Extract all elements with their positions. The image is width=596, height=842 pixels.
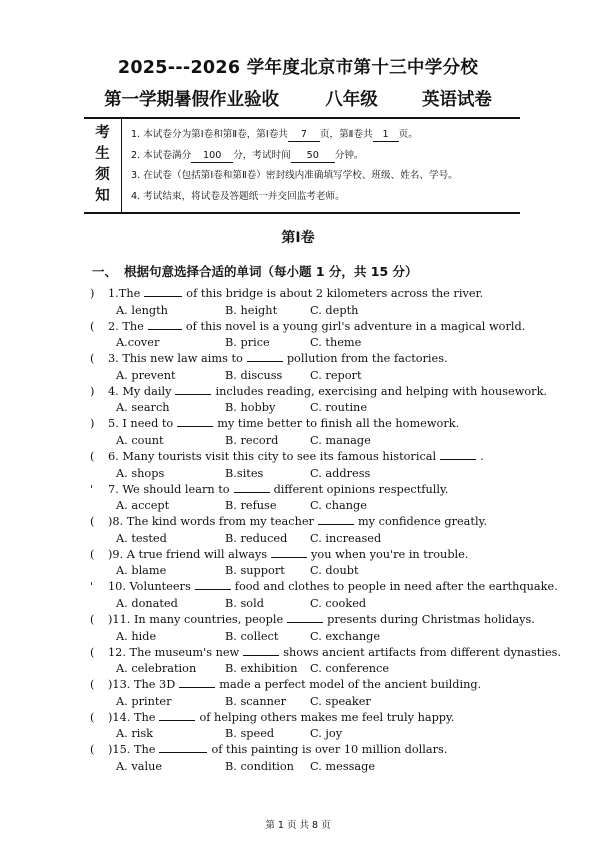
- question-text: of this novel is a young girl's adventure in a magical world.: [185, 319, 526, 333]
- option-c: C. increased: [310, 531, 382, 545]
- option-b: B. refuse: [225, 499, 277, 513]
- answer-blank: [234, 491, 270, 493]
- answer-blank: [159, 751, 207, 753]
- question-9: [90, 548, 468, 561]
- answer-paren: (: [90, 710, 95, 724]
- option-a: A. hide: [116, 629, 157, 643]
- option-c: C. doubt: [310, 564, 359, 578]
- option-a: A. blame: [116, 564, 167, 578]
- question-text: you when you're in trouble.: [311, 547, 469, 561]
- answer-paren: (: [90, 319, 95, 333]
- answer-blank: [318, 523, 354, 525]
- question-14: [90, 711, 455, 724]
- option-b: B. scanner: [225, 694, 286, 708]
- question-6: [90, 450, 484, 463]
- question-text: my time better to finish all the homework.: [217, 417, 460, 431]
- answer-blank: [271, 556, 307, 558]
- answer-paren: (: [90, 547, 95, 561]
- option-c: C. conference: [310, 662, 390, 676]
- option-a: A. value: [116, 759, 163, 773]
- question-text: 1.The: [108, 287, 141, 300]
- option-b: B. height: [225, 303, 278, 317]
- option-b: B. record: [225, 433, 279, 447]
- answer-blank: [287, 621, 323, 623]
- notice-label-char: 生: [95, 146, 110, 162]
- option-a: A. shops: [116, 466, 165, 480]
- question-text: )8. The kind words from my teacher: [108, 515, 314, 529]
- answer-blank: [179, 686, 215, 688]
- option-a: A. printer: [116, 694, 172, 708]
- answer-paren: ): [90, 417, 95, 431]
- exam-time: 50: [291, 150, 335, 163]
- option-c: C. address: [310, 466, 371, 480]
- page-footer: 第 1 页 共 8 页: [265, 820, 331, 831]
- option-b: B.sites: [225, 466, 264, 480]
- question-text: )15. The: [108, 743, 156, 757]
- question-15: [90, 743, 447, 756]
- option-c: C. depth: [310, 303, 359, 317]
- answer-blank: [243, 654, 279, 656]
- answer-paren: ': [90, 482, 94, 496]
- answer-blank: [195, 588, 231, 590]
- option-c: C. change: [310, 499, 367, 513]
- option-a: A. donated: [116, 596, 178, 610]
- option-a: A. risk: [116, 727, 153, 741]
- section-title: 第Ⅰ卷: [281, 230, 315, 246]
- answer-paren: ): [90, 384, 95, 398]
- question-text: 2. The: [108, 319, 144, 333]
- option-b: B. exhibition: [225, 662, 298, 676]
- question-2: [90, 320, 525, 333]
- question-text: 3. This new law aims to: [108, 352, 243, 366]
- question-text: different opinions respectfully.: [273, 482, 449, 496]
- question-text: of helping others makes me feel truly happy.: [199, 710, 455, 724]
- question-text: of this bridge is about 2 kilometers across the river.: [186, 287, 484, 300]
- question-12: [90, 646, 561, 659]
- option-a: A. length: [116, 303, 168, 317]
- notice-item-2: 2. 本试卷满分 100 分，考试时间 50 分钟。: [131, 149, 364, 161]
- exam-title-line2: [0, 86, 596, 111]
- question-5: [90, 417, 459, 430]
- question-text: presents during Christmas holidays.: [327, 613, 535, 626]
- option-a: A. prevent: [116, 368, 176, 382]
- answer-blank: [144, 295, 182, 297]
- question-8: [90, 515, 487, 528]
- answer-paren: (: [90, 613, 95, 626]
- question-text: made a perfect model of the ancient building.: [219, 678, 482, 692]
- question-text: food and clothes to people in need after the earthquake.: [234, 580, 558, 594]
- option-c: C. report: [310, 368, 362, 382]
- part1-title: 根据句意选择合适的单词（每小题 1 分，共 15 分）: [124, 264, 418, 279]
- page-count-part2: 1: [373, 129, 399, 142]
- exam-title-line1: 2025---2026 学年度北京市第十三中学分校: [117, 58, 479, 78]
- option-b: B. hobby: [225, 401, 276, 415]
- option-b: B. support: [225, 564, 285, 578]
- answer-paren: ': [90, 580, 94, 594]
- exam-term: 第一学期暑假作业验收: [104, 90, 280, 110]
- answer-blank: [247, 360, 283, 362]
- notice-label-char: 须: [95, 167, 110, 183]
- question-text: 5. I need to: [108, 417, 174, 431]
- question-text: my confidence greatly.: [357, 515, 488, 529]
- question-text: of this painting is over 10 million dollars.: [211, 743, 448, 757]
- part1-number: 一、: [92, 264, 118, 279]
- answer-blank: [177, 425, 213, 427]
- answer-blank: [148, 328, 182, 330]
- question-7: [90, 483, 448, 496]
- part1-heading: [92, 262, 418, 280]
- page-count-part1: 7: [288, 129, 320, 142]
- answer-paren: ): [90, 287, 95, 300]
- question-10: [90, 580, 558, 593]
- candidate-notice-box: [84, 117, 520, 214]
- option-b: B. sold: [225, 596, 264, 610]
- question-text: )13. The 3D: [108, 678, 176, 692]
- option-b: B. speed: [225, 727, 275, 741]
- option-b: B. reduced: [225, 531, 288, 545]
- question-3: [90, 352, 448, 365]
- option-b: B. price: [225, 336, 270, 350]
- notice-label-char: 考: [95, 125, 110, 141]
- notice-item-4: 4. 考试结束，将试卷及答题纸一并交回监考老师。: [131, 190, 345, 202]
- option-c: C. manage: [310, 433, 371, 447]
- answer-blank: [440, 458, 476, 460]
- full-score: 100: [191, 150, 233, 163]
- answer-paren: (: [90, 645, 95, 659]
- question-text: shows ancient artifacts from different dynasties.: [283, 645, 562, 659]
- question-11: [90, 613, 535, 626]
- question-text: 12. The museum's new: [108, 645, 240, 659]
- option-c: C. routine: [310, 401, 368, 415]
- option-c: C. theme: [310, 336, 362, 350]
- question-text: 7. We should learn to: [108, 482, 230, 496]
- option-a: A.cover: [116, 336, 160, 350]
- answer-paren: (: [90, 678, 95, 692]
- question-text: pollution from the factories.: [286, 352, 448, 366]
- option-a: A. celebration: [116, 662, 197, 676]
- exam-grade: 八年级: [325, 90, 378, 110]
- notice-label: [84, 119, 122, 212]
- option-c: C. speaker: [310, 694, 371, 708]
- answer-paren: (: [90, 450, 95, 463]
- notice-label-char: 知: [95, 188, 110, 204]
- option-c: C. message: [310, 759, 376, 773]
- question-13: [90, 678, 481, 691]
- question-text: .: [480, 450, 484, 463]
- question-text: )9. A true friend will always: [108, 547, 268, 561]
- question-text: includes reading, exercising and helping with housework.: [215, 384, 548, 398]
- question-4: [90, 385, 547, 398]
- option-b: B. discuss: [225, 368, 283, 382]
- option-c: C. exchange: [310, 629, 381, 643]
- answer-blank: [159, 719, 195, 721]
- question-text: 6. Many tourists visit this city to see its famous historical: [108, 450, 437, 463]
- option-b: B. collect: [225, 629, 279, 643]
- notice-item-3: 3. 在试卷（包括第Ⅰ卷和第Ⅱ卷）密封线内准确填写学校、班级、姓名、学号。: [131, 170, 458, 181]
- notice-item-1: 1. 本试卷分为第Ⅰ卷和第Ⅱ卷，第Ⅰ卷共 7 页，第Ⅱ卷共 1 页。: [131, 129, 418, 140]
- question-1: [90, 287, 483, 300]
- option-b: B. condition: [225, 759, 294, 773]
- question-text: )11. In many countries, people: [108, 613, 284, 626]
- option-a: A. search: [116, 401, 170, 415]
- answer-paren: (: [90, 515, 95, 529]
- option-c: C. cooked: [310, 596, 367, 610]
- option-c: C. joy: [310, 727, 343, 741]
- exam-subject: 英语试卷: [421, 90, 492, 110]
- option-a: A. accept: [116, 499, 170, 513]
- option-a: A. count: [116, 433, 164, 447]
- question-text: 10. Volunteers: [108, 580, 191, 594]
- answer-paren: (: [90, 743, 95, 757]
- answer-paren: (: [90, 352, 95, 366]
- option-a: A. tested: [116, 531, 167, 545]
- question-text: )14. The: [108, 710, 156, 724]
- question-text: 4. My daily: [108, 384, 172, 398]
- answer-blank: [175, 393, 211, 395]
- notice-items: [131, 125, 458, 207]
